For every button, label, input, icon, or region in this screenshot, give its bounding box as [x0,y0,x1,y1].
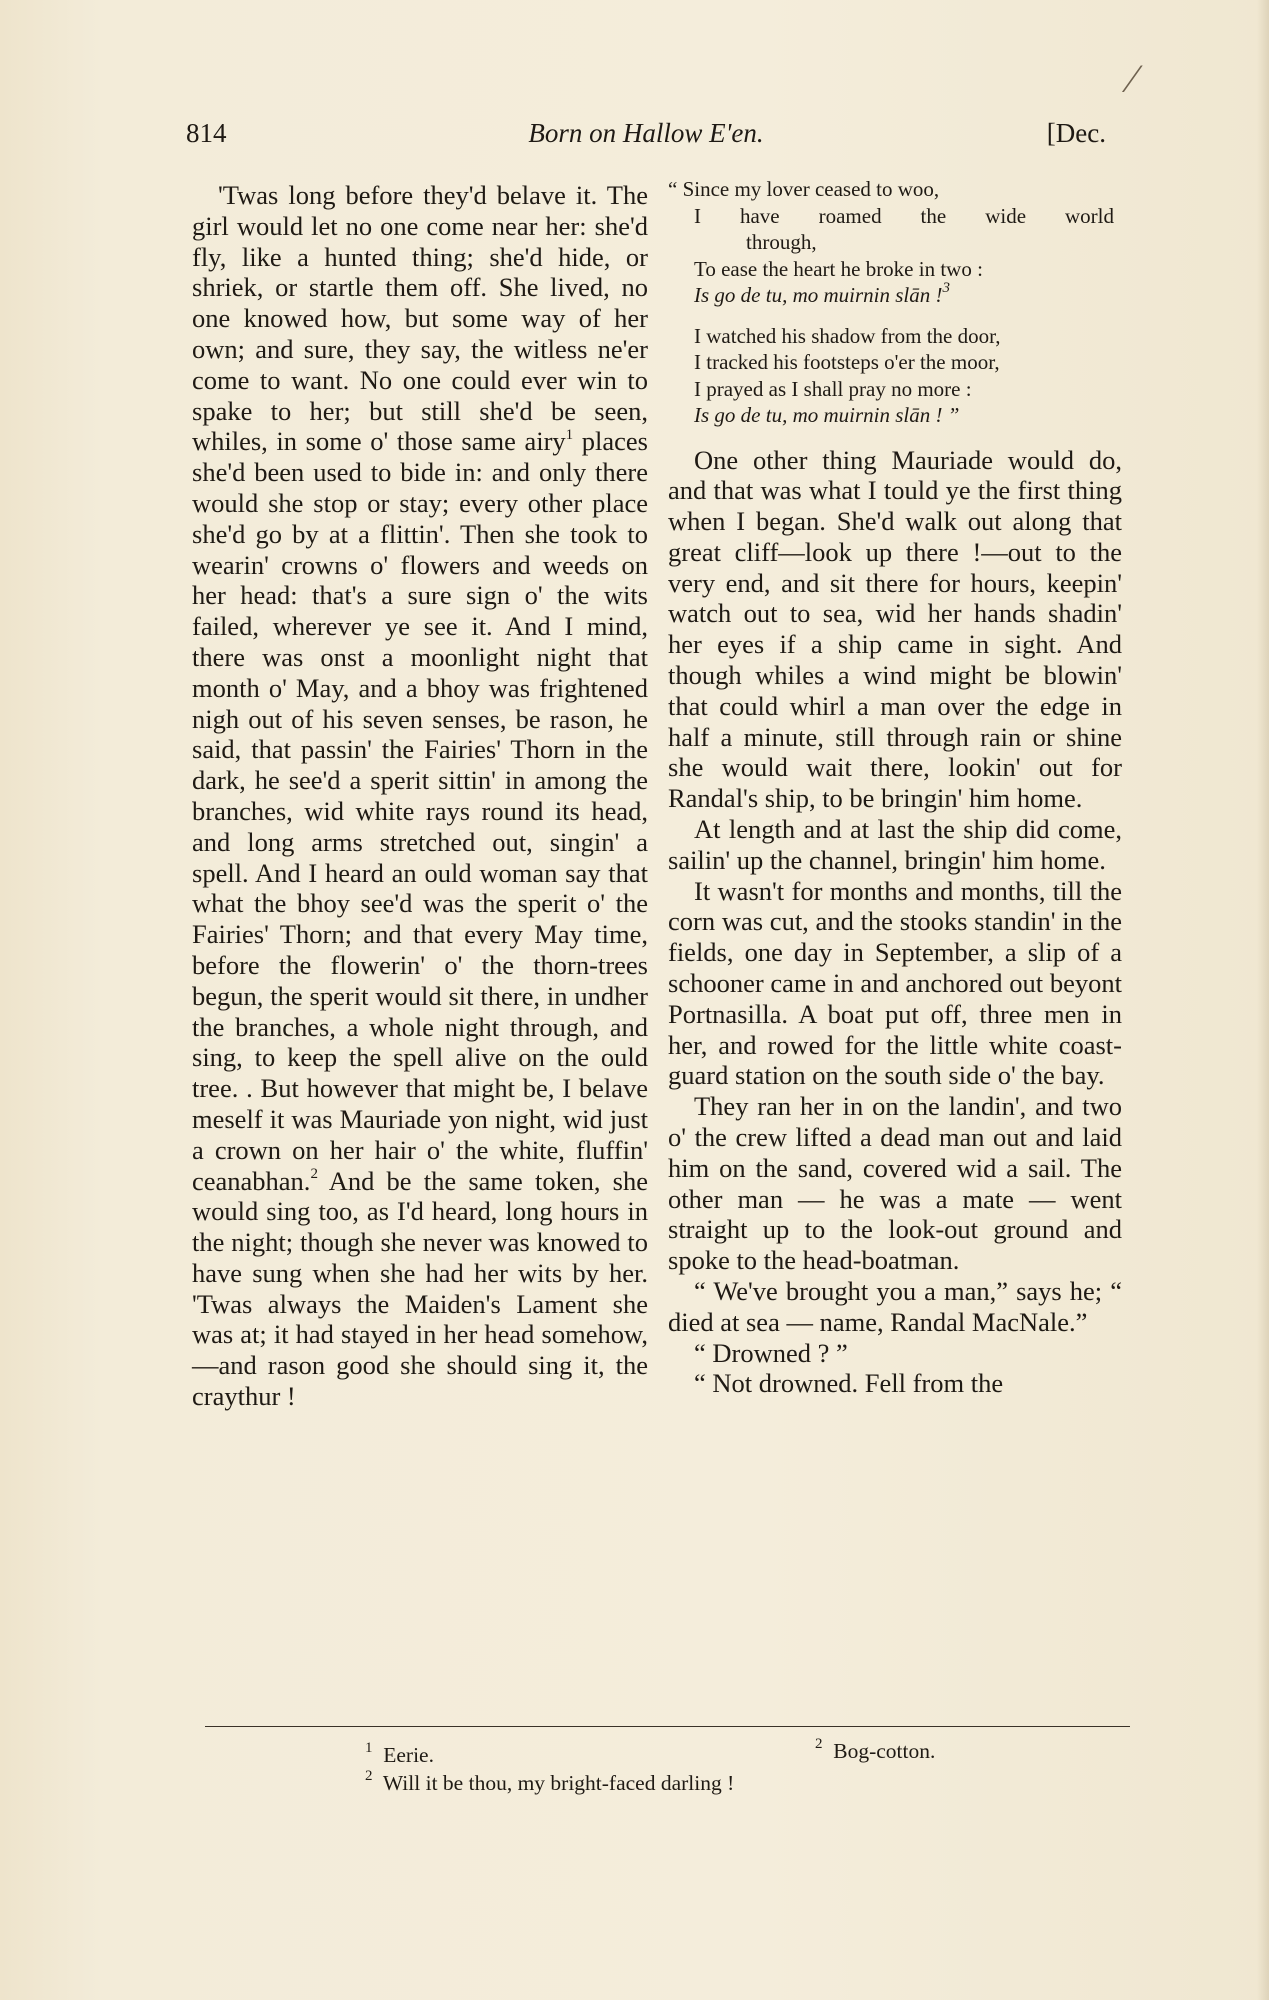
page-number: 814 [186,118,227,148]
footnote-ref-3: 3 [942,280,950,296]
poem-line: I watched his shadow from the door, [694,323,1001,348]
poem-line: “ Since my lover ceased to woo, [668,177,940,201]
footnote-ref-1: 1 [565,426,574,443]
left-column [192,180,648,1412]
poem-line: I have roamed the wide world [694,203,1114,228]
running-header [186,118,1106,158]
left-paragraph-1 [192,180,648,1412]
footnote-rule [205,1726,1130,1727]
left-text-1: 'Twas long before they'd belave it. The girl would let no one come near her: she'd fly, like a hunted thing; she'd hide, or shriek, or startle them off. She lived, no one knowed how, but some way of her own; and sure, they say, the witless ne'er come to want. No one could ever win to spake to her; but still she'd be seen, whiles, in some o' those same airy [192,180,648,457]
right-paragraph-5: “ We've brought you a man,” says he; “ died at sea — name, Randal MacNale.” [668,1276,1122,1337]
poem-line: I prayed as I shall pray no more : [694,376,972,401]
right-paragraph-4: They ran her in on the landin', and two o' the crew lifted a dead man out and laid him on the sand, covered wid a sail. The other man — he was a mate — went straight up to the look-out ground and spoke to the head-boatman. [668,1091,1122,1276]
poem-line-italic: Is go de tu, mo muirnin slān !$^3$ [694,280,950,307]
footnote-2: $^2$ Bog-cotton. [815,1735,936,1763]
footnote-ref-2: 2 [310,1165,318,1182]
maidens-lament-poem [668,176,1122,429]
right-paragraph-7: “ Not drowned. Fell from the [694,1368,1004,1399]
right-paragraph-2: At length and at last the ship did come, sailin' up the channel, bringin' him home. [668,814,1122,875]
poem-line: I tracked his footsteps o'er the moor, [694,350,1000,374]
poem-stanza-1 [668,176,1122,309]
poem-line-italic: Is go de tu, mo muirnin slān ! ” [694,403,960,427]
footnote-1: $^1$ Eerie. [365,1739,434,1767]
right-paragraph-6: “ Drowned ? ” [694,1337,848,1368]
running-title: Born on Hallow E'en. [528,118,764,148]
pencil-mark: ⁄ [1129,56,1136,101]
running-month: [Dec. [1046,118,1106,148]
right-paragraph-3: It wasn't for months and months, till the corn was cut, and the stooks standin' in the fields, one day in September, a slip of a schooner came in and anchored out beyont Portnasilla. A boat put off, three men in her, and rowed for the little white coast-guard station on the south side o' the bay. [668,875,1122,1091]
poem-line: through, [746,230,817,254]
left-text-2: places she'd been used to bide in: and only there would she stop or stay; every other place she'd go by at a flittin'. Then she took to wearin' crowns o' flowers and weeds on her head: that's a sure sign o' the wits failed, wherever ye see it. And I mind, there was onst a moonlight night that month o' May, and a bhoy was frightened nigh out of his seven senses, be rason, he said, that passin' the Fairies' Thorn in the dark, he see'd a sperit sittin' in among the branches, wid white rays round its head, and long arms stretched out, singin' a spell. And I heard an ould woman say that what the bhoy see'd was the sperit o' the Fairies' Thorn; and that every May time, before the flowerin' o' the thorn-trees begun, the sperit would sit there, in undher the branches, a whole night through, and sing, to keep the spell alive on the ould tree. . But however that might be, I belave meself it was Mauriade yon night, wid just a crown on her hair o' the white, fluffin' ceanabhan. [192,426,648,1196]
poem-stanza-2 [668,323,1122,429]
page-edge-shadow [1257,0,1269,2000]
left-text-3: And be the same token, she would sing too, as I'd heard, long hours in the night; though she never was knowed to have sung when she had her wits by her. 'Twas always the Maiden's Lament she was at; it had stayed in her head somehow,—and rason good she should sing it, the craythur ! [192,1165,648,1412]
right-paragraph-1: One other thing Mauriade would do, and that was what I tould ye the first thing when I began. She'd walk out along that great cliff—look up there !—out to the very end, and sit there for hours, keepin' watch out to sea, wid her hands shadin' her eyes if a ship came in sight. And though whiles a wind might be blowin' that could whirl a man over the edge in half a minute, still through rain or shine she would wait there, lookin' out for Randal's ship, to be bringin' him home. [668,444,1122,814]
right-column [668,177,1122,1399]
poem-line: To ease the heart he broke in two : [694,256,983,281]
footnote-3: $^2$ Will it be thou, my bright-faced darling ! [365,1767,735,1795]
